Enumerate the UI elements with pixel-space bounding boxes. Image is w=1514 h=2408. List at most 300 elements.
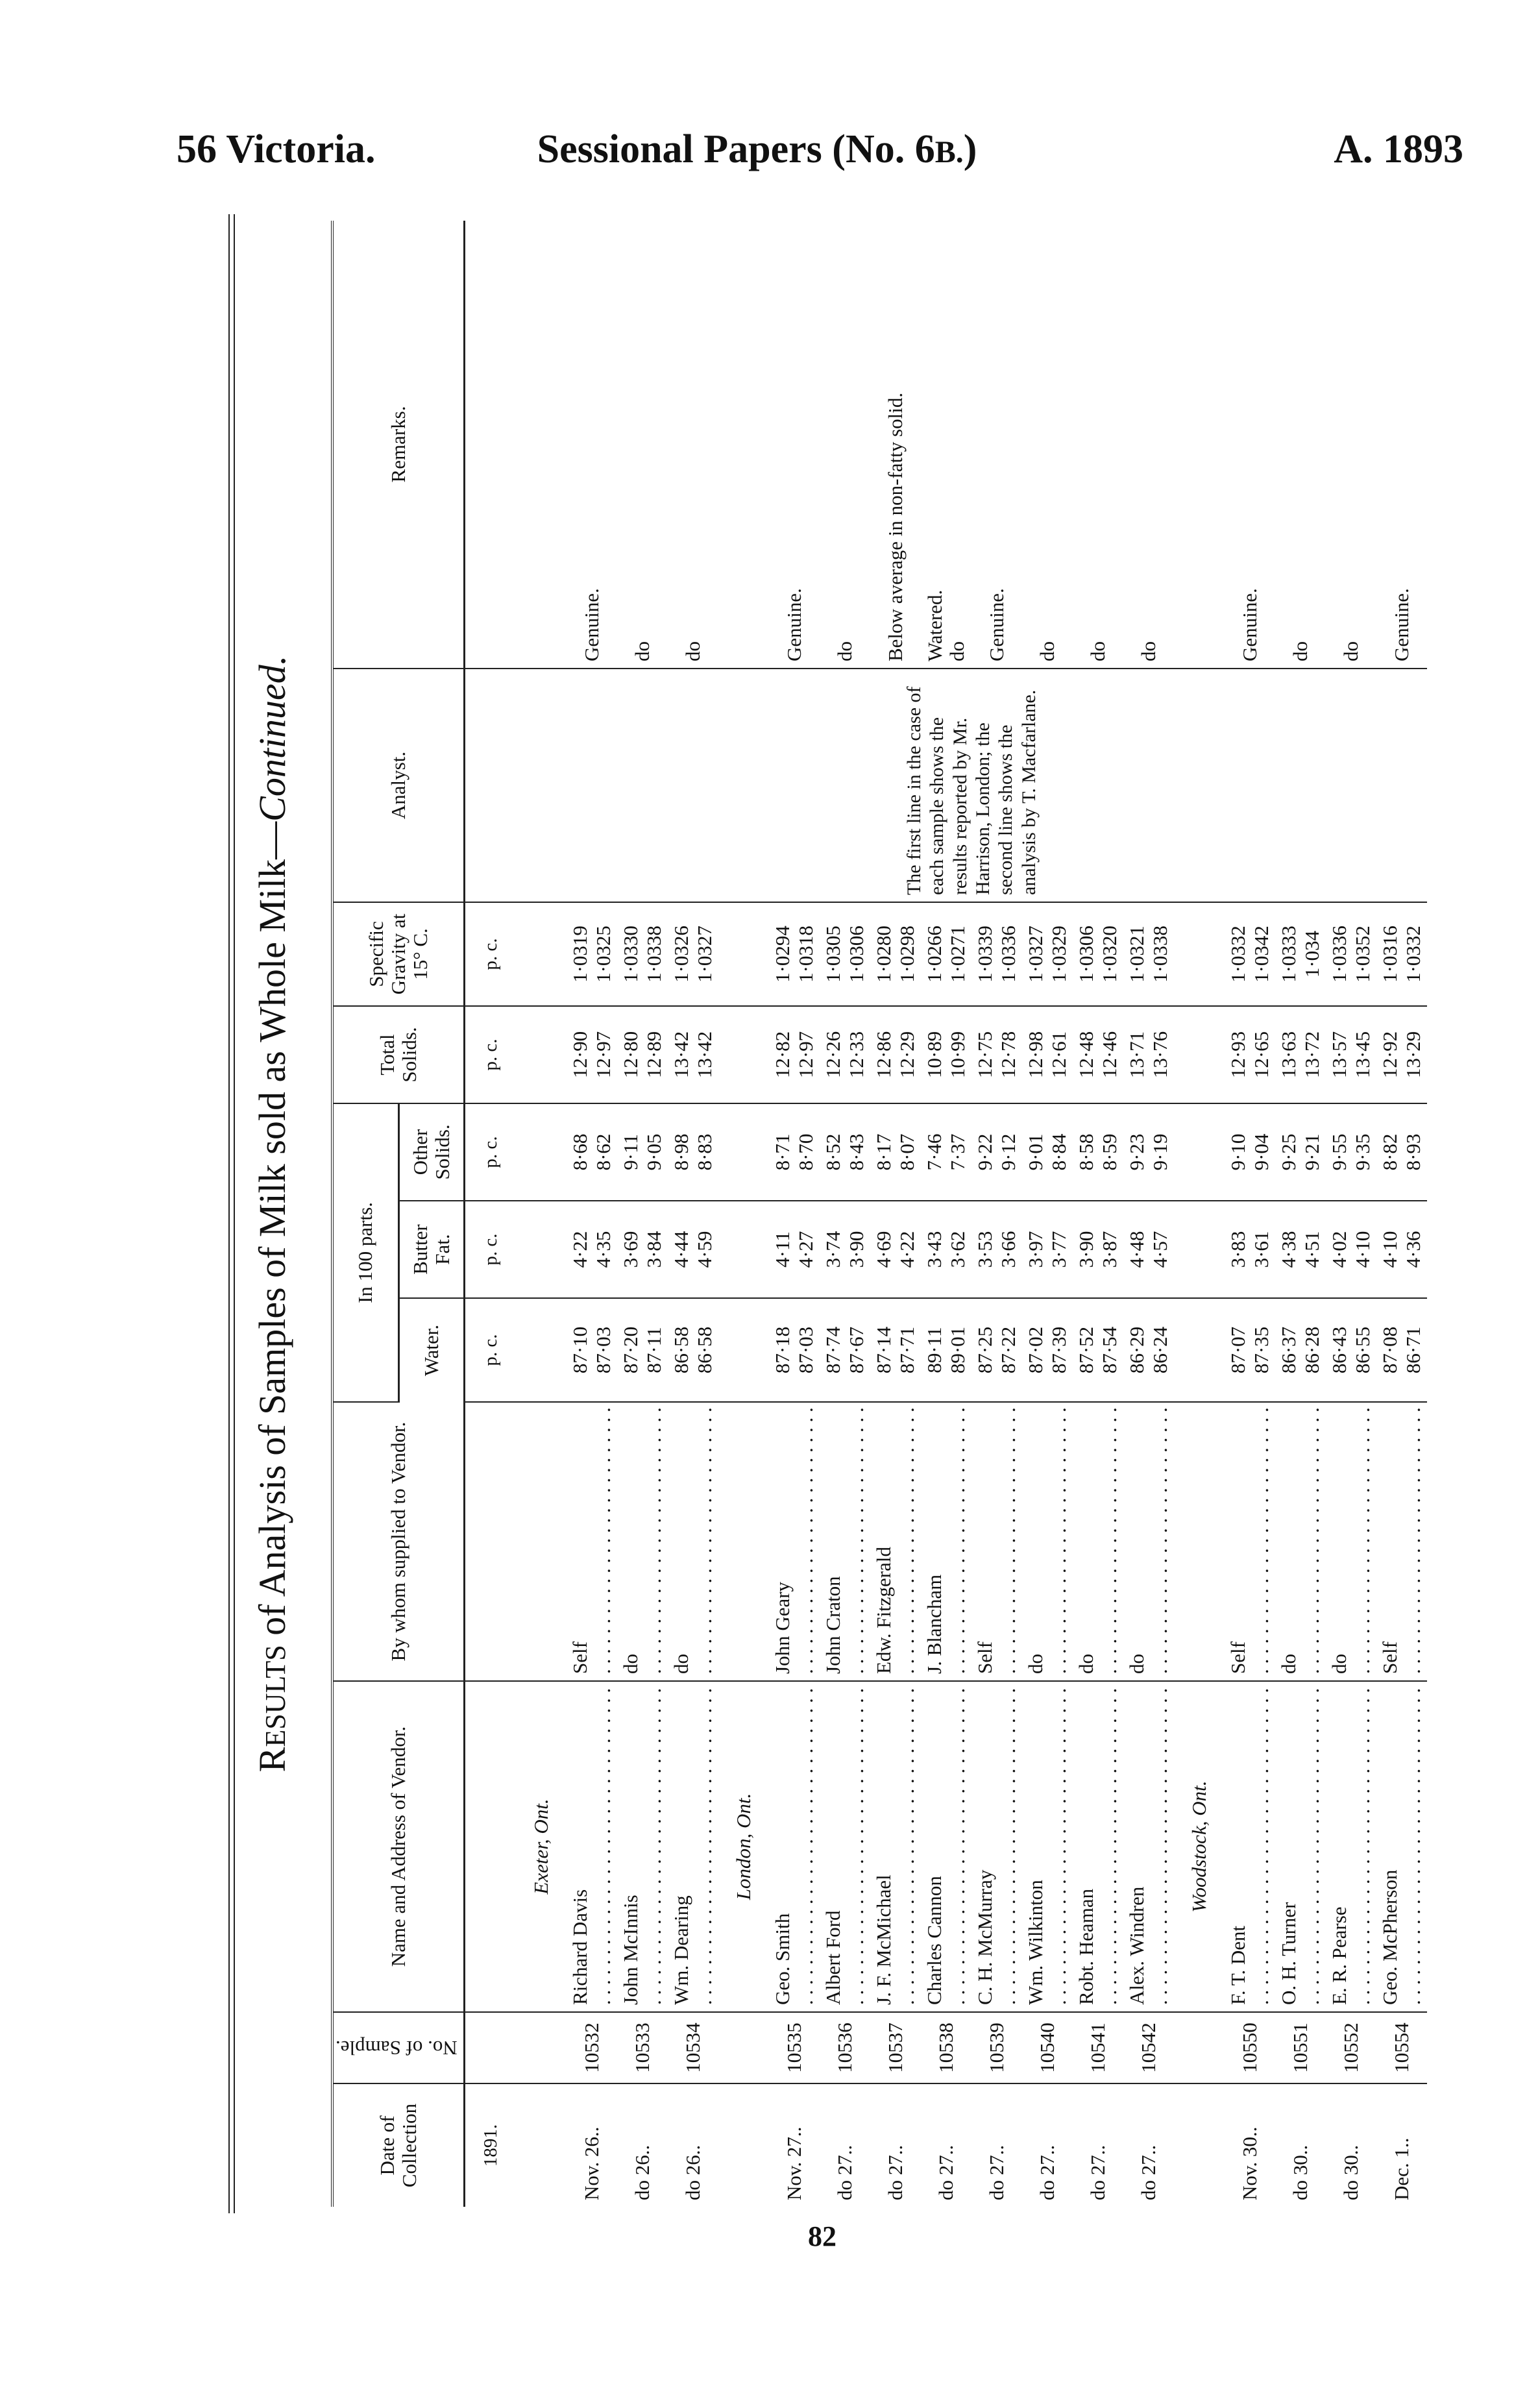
total-cell <box>820 1006 870 1103</box>
vendor-cell-text: C. H. McMurray <box>973 1869 996 2005</box>
total-cell-text: 12·48 12·46 <box>1075 1031 1121 1079</box>
butter-cell-text: 4·22 4·35 <box>568 1231 615 1268</box>
place-blank <box>516 1103 567 1201</box>
unit-gravity: p. c. <box>465 902 517 1006</box>
other-cell-text: 9·11 9·05 <box>619 1133 665 1171</box>
table-row <box>1275 221 1326 2207</box>
remarks-cell <box>668 221 718 669</box>
place-blank <box>516 1298 567 1402</box>
col-analyst-header: Analyst. <box>332 669 465 902</box>
table-row <box>1022 221 1073 2207</box>
water-cell <box>870 1298 921 1402</box>
table-row <box>870 221 921 2207</box>
remarks-text: Genuine. <box>984 588 1008 661</box>
total-cell-text: 13·42 13·42 <box>670 1031 716 1079</box>
vendor-cell <box>1073 1681 1123 2012</box>
other-cell-text: 8·17 8·07 <box>872 1133 918 1171</box>
vendor-cell <box>769 1681 820 2012</box>
table-row <box>820 221 870 2207</box>
water-cell <box>668 1298 718 1402</box>
place-blank <box>718 221 769 669</box>
date-cell-text: Nov. 26.. <box>580 2126 603 2200</box>
vendor-cell-text: John McInnis <box>619 1895 642 2005</box>
gravity-cell-text: 1·0332 1·0342 <box>1227 926 1273 983</box>
water-cell <box>769 1298 820 1402</box>
gravity-cell <box>870 902 921 1006</box>
gravity-cell-text: 1·0339 1·0336 <box>973 926 1020 983</box>
supplier-cell-text: do <box>1024 1654 1047 1674</box>
place-blank <box>516 1201 567 1298</box>
date-cell-text: Nov. 27.. <box>783 2126 805 2200</box>
gravity-cell <box>820 902 870 1006</box>
sample-cell-text: 10537 <box>884 2022 907 2073</box>
date-cell <box>769 2083 820 2207</box>
water-cell <box>1073 1298 1123 1402</box>
other-cell <box>1376 1103 1427 1201</box>
header-year: A. 1893 <box>1334 127 1463 171</box>
sample-cell <box>1376 2012 1427 2083</box>
water-cell-text: 87·25 87·22 <box>973 1326 1020 1374</box>
remarks-text: do <box>630 641 653 661</box>
other-cell <box>870 1103 921 1201</box>
place-blank <box>718 2083 769 2207</box>
title-lead: R <box>251 1747 293 1773</box>
total-cell-text: 12·80 12·89 <box>619 1031 665 1079</box>
date-cell-text: do 27.. <box>934 2144 957 2200</box>
vendor-cell <box>1225 1681 1275 2012</box>
place-name: London, Ont. <box>718 1681 769 2012</box>
water-cell-text: 86·29 86·24 <box>1125 1326 1171 1374</box>
place-blank <box>516 902 567 1006</box>
gravity-cell <box>1326 902 1376 1006</box>
total-cell <box>971 1006 1022 1103</box>
sample-cell <box>820 2012 870 2083</box>
date-cell-text: do 30.. <box>1289 2144 1312 2200</box>
gravity-cell-text: 1·0336 1·0352 <box>1328 926 1374 983</box>
place-blank <box>516 1006 567 1103</box>
place-blank <box>1174 1298 1225 1402</box>
gravity-cell <box>1376 902 1427 1006</box>
sample-cell <box>668 2012 718 2083</box>
place-row <box>718 221 769 2207</box>
date-cell-text: Nov. 30.. <box>1238 2126 1261 2200</box>
vendor-cell-text: Wm. Wilkinton <box>1024 1880 1047 2005</box>
remarks-cell <box>1225 221 1275 669</box>
supplier-cell <box>1073 1402 1123 1681</box>
supplier-cell-text: John Craton <box>822 1576 844 1674</box>
table-row <box>1073 221 1123 2207</box>
date-cell-text: do 30.. <box>1339 2144 1362 2200</box>
gravity-cell <box>1123 902 1174 1006</box>
date-cell <box>617 2083 668 2207</box>
other-cell <box>1073 1103 1123 1201</box>
gravity-cell <box>668 902 718 1006</box>
supplier-cell-text: do <box>1277 1654 1300 1674</box>
water-cell-text: 86·43 86·55 <box>1328 1326 1374 1374</box>
total-cell-text: 12·26 12·33 <box>822 1031 868 1079</box>
place-blank <box>718 1006 769 1103</box>
gravity-cell-text: 1·0327 1·0329 <box>1024 926 1070 983</box>
butter-cell-text: 4·11 4·27 <box>771 1231 817 1268</box>
date-cell <box>870 2083 921 2207</box>
total-cell-text: 12·92 13·29 <box>1378 1031 1424 1079</box>
table-row <box>1376 221 1427 2207</box>
butter-cell <box>820 1201 870 1298</box>
vendor-cell-text: F. T. Dent <box>1227 1925 1249 2005</box>
sample-cell <box>1275 2012 1326 2083</box>
gravity-cell-text: 1·0280 1·0298 <box>872 926 918 983</box>
supplier-cell <box>1275 1402 1326 1681</box>
place-blank <box>718 2012 769 2083</box>
other-cell-text: 9·55 9·35 <box>1328 1133 1374 1171</box>
total-cell-text: 12·93 12·65 <box>1227 1031 1273 1079</box>
remarks-text: Genuine. <box>1389 588 1413 661</box>
place-blank <box>1174 669 1225 902</box>
supplier-cell <box>1326 1402 1376 1681</box>
col-remarks-header: Remarks. <box>332 221 465 669</box>
remarks-cell <box>820 221 870 669</box>
rotated-table-region <box>234 221 1454 2207</box>
analyst-blank <box>668 669 718 902</box>
analyst-blank <box>1225 669 1275 902</box>
table-body <box>465 221 1428 2207</box>
other-cell <box>567 1103 617 1201</box>
supplier-cell <box>1123 1402 1174 1681</box>
analyst-blank <box>1275 669 1326 902</box>
remarks-cell <box>1073 221 1123 669</box>
butter-cell <box>617 1201 668 1298</box>
vendor-cell <box>921 1681 971 2012</box>
remarks-cell <box>567 221 617 669</box>
total-cell-text: 13·63 13·72 <box>1277 1031 1323 1079</box>
title-smallcaps: ESULTS <box>260 1645 291 1747</box>
header-title-small: B. <box>934 135 964 169</box>
remarks-cell <box>921 221 971 669</box>
date-cell-text: do 26.. <box>681 2144 704 2200</box>
gravity-cell <box>921 902 971 1006</box>
analyst-blank <box>1376 669 1427 902</box>
remarks-cell <box>769 221 820 669</box>
vendor-cell-text: Albert Ford <box>822 1910 844 2005</box>
total-cell <box>1123 1006 1174 1103</box>
sample-cell-text: 10550 <box>1238 2022 1261 2073</box>
remarks-text: Watered. do <box>923 589 968 661</box>
place-blank <box>516 221 567 669</box>
col-sample-label: No. of Sample. <box>335 2037 458 2060</box>
butter-cell-text: 3·43 3·62 <box>923 1231 969 1268</box>
analyst-note: The first line in the case of each sample shows the results reported by Mr. Harrison, London; the second line shows the analysis by T. Macfarlane. <box>769 669 1174 902</box>
supplier-cell-text: do <box>670 1654 692 1674</box>
table-row <box>971 221 1022 2207</box>
table-row <box>617 221 668 2207</box>
other-cell-text: 8·71 8·70 <box>771 1133 817 1171</box>
col-water-header: Water. <box>398 1298 464 1402</box>
water-cell <box>567 1298 617 1402</box>
gravity-cell-text: 1·0316 1·0332 <box>1378 926 1424 983</box>
page-number: 82 <box>808 2220 836 2252</box>
supplier-cell-text: do <box>1328 1654 1350 1674</box>
total-cell <box>1326 1006 1376 1103</box>
place-blank <box>1174 1402 1225 1681</box>
date-cell-text: do 27.. <box>1036 2144 1058 2200</box>
supplier-cell-text: Edw. Fitzgerald <box>872 1547 895 1674</box>
butter-cell-text: 3·90 3·87 <box>1075 1231 1121 1268</box>
unit-butter: p. c. <box>465 1201 517 1298</box>
other-cell <box>921 1103 971 1201</box>
water-cell-text: 87·10 87·03 <box>568 1326 615 1374</box>
col-date-header: Date of Collection <box>332 2083 465 2207</box>
other-cell-text: 8·58 8·59 <box>1075 1133 1121 1171</box>
butter-cell-text: 3·97 3·77 <box>1024 1231 1070 1268</box>
col-supplier-header: By whom supplied to Vendor. <box>332 1402 465 1681</box>
date-cell <box>820 2083 870 2207</box>
butter-cell-text: 3·74 3·90 <box>822 1231 868 1268</box>
butter-cell <box>971 1201 1022 1298</box>
sample-cell <box>1225 2012 1275 2083</box>
sample-cell-text: 10532 <box>580 2022 603 2073</box>
supplier-cell <box>971 1402 1022 1681</box>
remarks-text: Genuine. <box>580 588 603 661</box>
butter-cell-text: 4·10 4·36 <box>1378 1231 1424 1268</box>
vendor-cell-text: Alex. Windren <box>1125 1886 1148 2005</box>
total-cell <box>1376 1006 1427 1103</box>
remarks-cell <box>1123 221 1174 669</box>
sample-cell-text: 10541 <box>1086 2022 1109 2073</box>
gravity-cell-text: 1·0330 1·0338 <box>619 926 665 983</box>
butter-cell <box>1022 1201 1073 1298</box>
place-blank <box>1174 1201 1225 1298</box>
supplier-cell-text: do <box>1075 1654 1097 1674</box>
header-title <box>0 127 1514 173</box>
remarks-text: Below average in non-fatty solid. <box>883 392 907 661</box>
vendor-cell-text: Charles Cannon <box>923 1876 946 2005</box>
sample-cell-text: 10535 <box>783 2022 805 2073</box>
water-cell-text: 87·14 87·71 <box>872 1326 918 1374</box>
remarks-text: do <box>1288 641 1312 661</box>
vendor-cell-text: O. H. Turner <box>1277 1902 1300 2005</box>
unit-row <box>465 221 517 2207</box>
place-blank <box>718 1201 769 1298</box>
sample-cell <box>870 2012 921 2083</box>
remarks-text: do <box>1035 641 1058 661</box>
gravity-cell-text: 1·0266 1·0271 <box>923 926 969 983</box>
remarks-cell <box>1022 221 1073 669</box>
table-row <box>1225 221 1275 2207</box>
water-cell-text: 86·37 86·28 <box>1277 1326 1323 1374</box>
total-cell <box>1073 1006 1123 1103</box>
other-cell <box>820 1103 870 1201</box>
place-blank <box>1174 221 1225 669</box>
water-cell <box>1275 1298 1326 1402</box>
gravity-cell-text: 1·0321 1·0338 <box>1125 926 1171 983</box>
date-cell <box>668 2083 718 2207</box>
butter-cell-text: 4·38 4·51 <box>1277 1231 1323 1268</box>
remarks-text: do <box>1339 641 1362 661</box>
total-cell-text: 12·86 12·29 <box>872 1031 918 1079</box>
place-name: Exeter, Ont. <box>516 1681 567 2012</box>
sample-cell-text: 10554 <box>1390 2022 1413 2073</box>
sample-cell-text: 10534 <box>681 2022 704 2073</box>
butter-cell <box>668 1201 718 1298</box>
vendor-cell-text: Geo. McPherson <box>1378 1869 1401 2005</box>
vendor-cell-text: Geo. Smith <box>771 1913 794 2005</box>
place-blank <box>1174 1006 1225 1103</box>
water-cell-text: 87·08 86·71 <box>1378 1326 1424 1374</box>
sample-cell <box>769 2012 820 2083</box>
other-cell-text: 9·23 9·19 <box>1125 1133 1171 1171</box>
remarks-cell <box>870 221 921 669</box>
other-cell <box>1123 1103 1174 1201</box>
vendor-cell <box>1376 1681 1427 2012</box>
header-title-suffix: ) <box>963 127 977 171</box>
date-cell-text: do 27.. <box>884 2144 907 2200</box>
place-name: Woodstock, Ont. <box>1174 1681 1225 2012</box>
gravity-cell <box>1073 902 1123 1006</box>
sample-cell-text: 10539 <box>985 2022 1008 2073</box>
total-cell <box>1022 1006 1073 1103</box>
other-cell <box>1275 1103 1326 1201</box>
col-sample-header <box>332 2012 465 2083</box>
water-cell <box>1225 1298 1275 1402</box>
other-cell-text: 7·46 7·37 <box>923 1133 969 1171</box>
vendor-cell-text: J. F. McMichael <box>872 1874 895 2005</box>
sample-cell <box>1022 2012 1073 2083</box>
unit-total: p. c. <box>465 1006 517 1103</box>
vendor-cell <box>1326 1681 1376 2012</box>
remarks-cell <box>1275 221 1326 669</box>
place-blank <box>718 1402 769 1681</box>
supplier-cell-text: John Geary <box>771 1581 794 1674</box>
table-title <box>234 221 311 2207</box>
date-cell <box>971 2083 1022 2207</box>
other-cell <box>971 1103 1022 1201</box>
total-cell <box>870 1006 921 1103</box>
sample-cell <box>1326 2012 1376 2083</box>
vendor-cell <box>820 1681 870 2012</box>
gravity-cell <box>971 902 1022 1006</box>
water-cell <box>1123 1298 1174 1402</box>
place-blank <box>1174 1103 1225 1201</box>
other-cell <box>1022 1103 1073 1201</box>
gravity-cell <box>567 902 617 1006</box>
butter-cell-text: 4·69 4·22 <box>872 1231 918 1268</box>
sample-cell-text: 10552 <box>1339 2022 1362 2073</box>
supplier-cell-text: Self <box>973 1641 996 1674</box>
header-volume: 56 Victoria. <box>177 127 376 171</box>
butter-cell-text: 3·53 3·66 <box>973 1231 1020 1268</box>
sample-cell-text: 10540 <box>1036 2022 1058 2073</box>
water-cell <box>617 1298 668 1402</box>
date-cell <box>921 2083 971 2207</box>
date-cell <box>1275 2083 1326 2207</box>
sample-cell <box>567 2012 617 2083</box>
remarks-text: do <box>1086 641 1109 661</box>
water-cell <box>820 1298 870 1402</box>
sample-cell-text: 10536 <box>833 2022 856 2073</box>
analyst-blank <box>617 669 668 902</box>
butter-cell <box>769 1201 820 1298</box>
butter-cell <box>1225 1201 1275 1298</box>
place-blank <box>718 1298 769 1402</box>
water-cell-text: 86·58 86·58 <box>670 1326 716 1374</box>
other-cell-text: 9·10 9·04 <box>1227 1133 1273 1171</box>
butter-cell <box>1073 1201 1123 1298</box>
supplier-cell <box>1225 1402 1275 1681</box>
unit-water: p. c. <box>465 1298 517 1402</box>
gravity-cell-text: 1·0326 1·0327 <box>670 926 716 983</box>
vendor-cell <box>617 1681 668 2012</box>
water-cell <box>921 1298 971 1402</box>
other-cell-text: 8·82 8·93 <box>1378 1133 1424 1171</box>
total-cell <box>668 1006 718 1103</box>
date-cell-text: do 27.. <box>1137 2144 1160 2200</box>
unit-blank <box>465 1402 517 1681</box>
remarks-cell <box>1376 221 1427 669</box>
sample-cell-text: 10542 <box>1137 2022 1160 2073</box>
water-cell-text: 87·52 87·54 <box>1075 1326 1121 1374</box>
other-cell-text: 8·68 8·62 <box>568 1133 615 1171</box>
place-blank <box>516 1402 567 1681</box>
vendor-cell <box>567 1681 617 2012</box>
butter-cell-text: 4·02 4·10 <box>1328 1231 1374 1268</box>
supplier-cell <box>567 1402 617 1681</box>
vendor-cell-text: Robt. Heaman <box>1075 1888 1097 2005</box>
supplier-cell <box>617 1402 668 1681</box>
date-cell <box>1225 2083 1275 2207</box>
table-row <box>1326 221 1376 2207</box>
vendor-cell <box>870 1681 921 2012</box>
water-cell <box>1022 1298 1073 1402</box>
remarks-text: do <box>681 641 704 661</box>
other-cell-text: 9·22 9·12 <box>973 1133 1020 1171</box>
table-row <box>668 221 718 2207</box>
other-cell-text: 9·25 9·21 <box>1277 1133 1323 1171</box>
water-cell-text: 87·18 87·03 <box>771 1326 817 1374</box>
gravity-cell-text: 1·0319 1·0325 <box>568 926 615 983</box>
remarks-text: do <box>1136 641 1160 661</box>
total-cell <box>617 1006 668 1103</box>
table-row <box>769 221 820 2207</box>
place-blank <box>1174 902 1225 1006</box>
vendor-cell <box>1022 1681 1073 2012</box>
water-cell-text: 87·20 87·11 <box>619 1326 665 1374</box>
other-cell <box>769 1103 820 1201</box>
vendor-cell <box>971 1681 1022 2012</box>
vendor-cell-text: Richard Davis <box>568 1889 591 2005</box>
milk-analysis-table <box>331 221 1427 2207</box>
gravity-cell <box>1275 902 1326 1006</box>
unit-blank <box>465 1681 517 2012</box>
date-cell-text: do 27.. <box>985 2144 1008 2200</box>
water-cell-text: 87·02 87·39 <box>1024 1326 1070 1374</box>
gravity-cell-text: 1·0294 1·0318 <box>771 926 817 983</box>
remarks-cell <box>1326 221 1376 669</box>
unit-blank <box>465 2012 517 2083</box>
supplier-cell <box>668 1402 718 1681</box>
date-cell <box>1123 2083 1174 2207</box>
place-blank <box>718 1103 769 1201</box>
butter-cell-text: 4·44 4·59 <box>670 1231 716 1268</box>
butter-cell <box>1376 1201 1427 1298</box>
total-cell-text: 13·71 13·76 <box>1125 1031 1171 1079</box>
water-cell <box>971 1298 1022 1402</box>
date-cell-text: do 27.. <box>1086 2144 1109 2200</box>
date-cell <box>1073 2083 1123 2207</box>
total-cell <box>567 1006 617 1103</box>
gravity-cell-text: 1·0333 1·034 <box>1277 926 1323 983</box>
butter-cell <box>870 1201 921 1298</box>
supplier-cell-text: J. Blancham <box>923 1574 946 1674</box>
